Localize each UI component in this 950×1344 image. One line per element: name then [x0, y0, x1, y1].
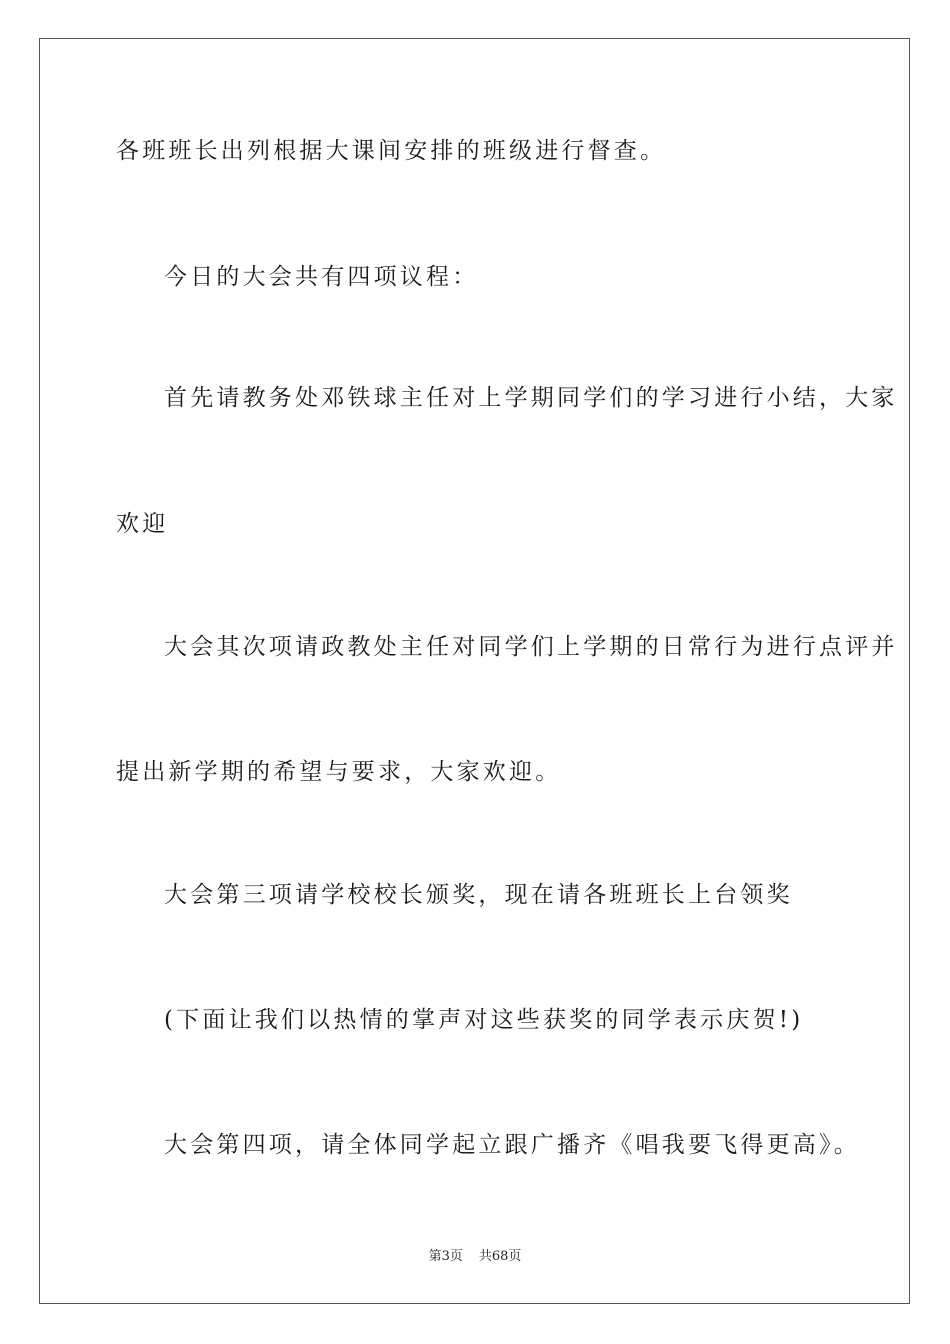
paragraph-line-8: (下面让我们以热情的掌声对这些获奖的同学表示庆贺!): [164, 1007, 804, 1033]
page-number: 第3页: [428, 1249, 463, 1264]
paragraph-line-9: 大会第四项，请全体同学起立跟广播齐《唱我要飞得更高》。: [164, 1132, 860, 1158]
paragraph-line-6: 提出新学期的希望与要求，大家欢迎。: [116, 759, 562, 785]
paragraph-line-3: 首先请教务处邓铁球主任对上学期同学们的学习进行小结，大家: [164, 385, 898, 411]
paragraph-line-7: 大会第三项请学校校长颁奖，现在请各班班长上台领奖: [164, 882, 793, 908]
paragraph-line-5: 大会其次项请政教处主任对同学们上学期的日常行为进行点评并: [164, 634, 898, 660]
page-footer: [0, 1248, 950, 1266]
page-frame: [39, 38, 910, 1304]
paragraph-line-1: 各班班长出列根据大课间安排的班级进行督查。: [116, 138, 667, 164]
paragraph-line-2: 今日的大会共有四项议程：: [164, 264, 479, 290]
total-pages: 共68页: [478, 1249, 522, 1264]
paragraph-line-4: 欢迎: [116, 511, 169, 537]
